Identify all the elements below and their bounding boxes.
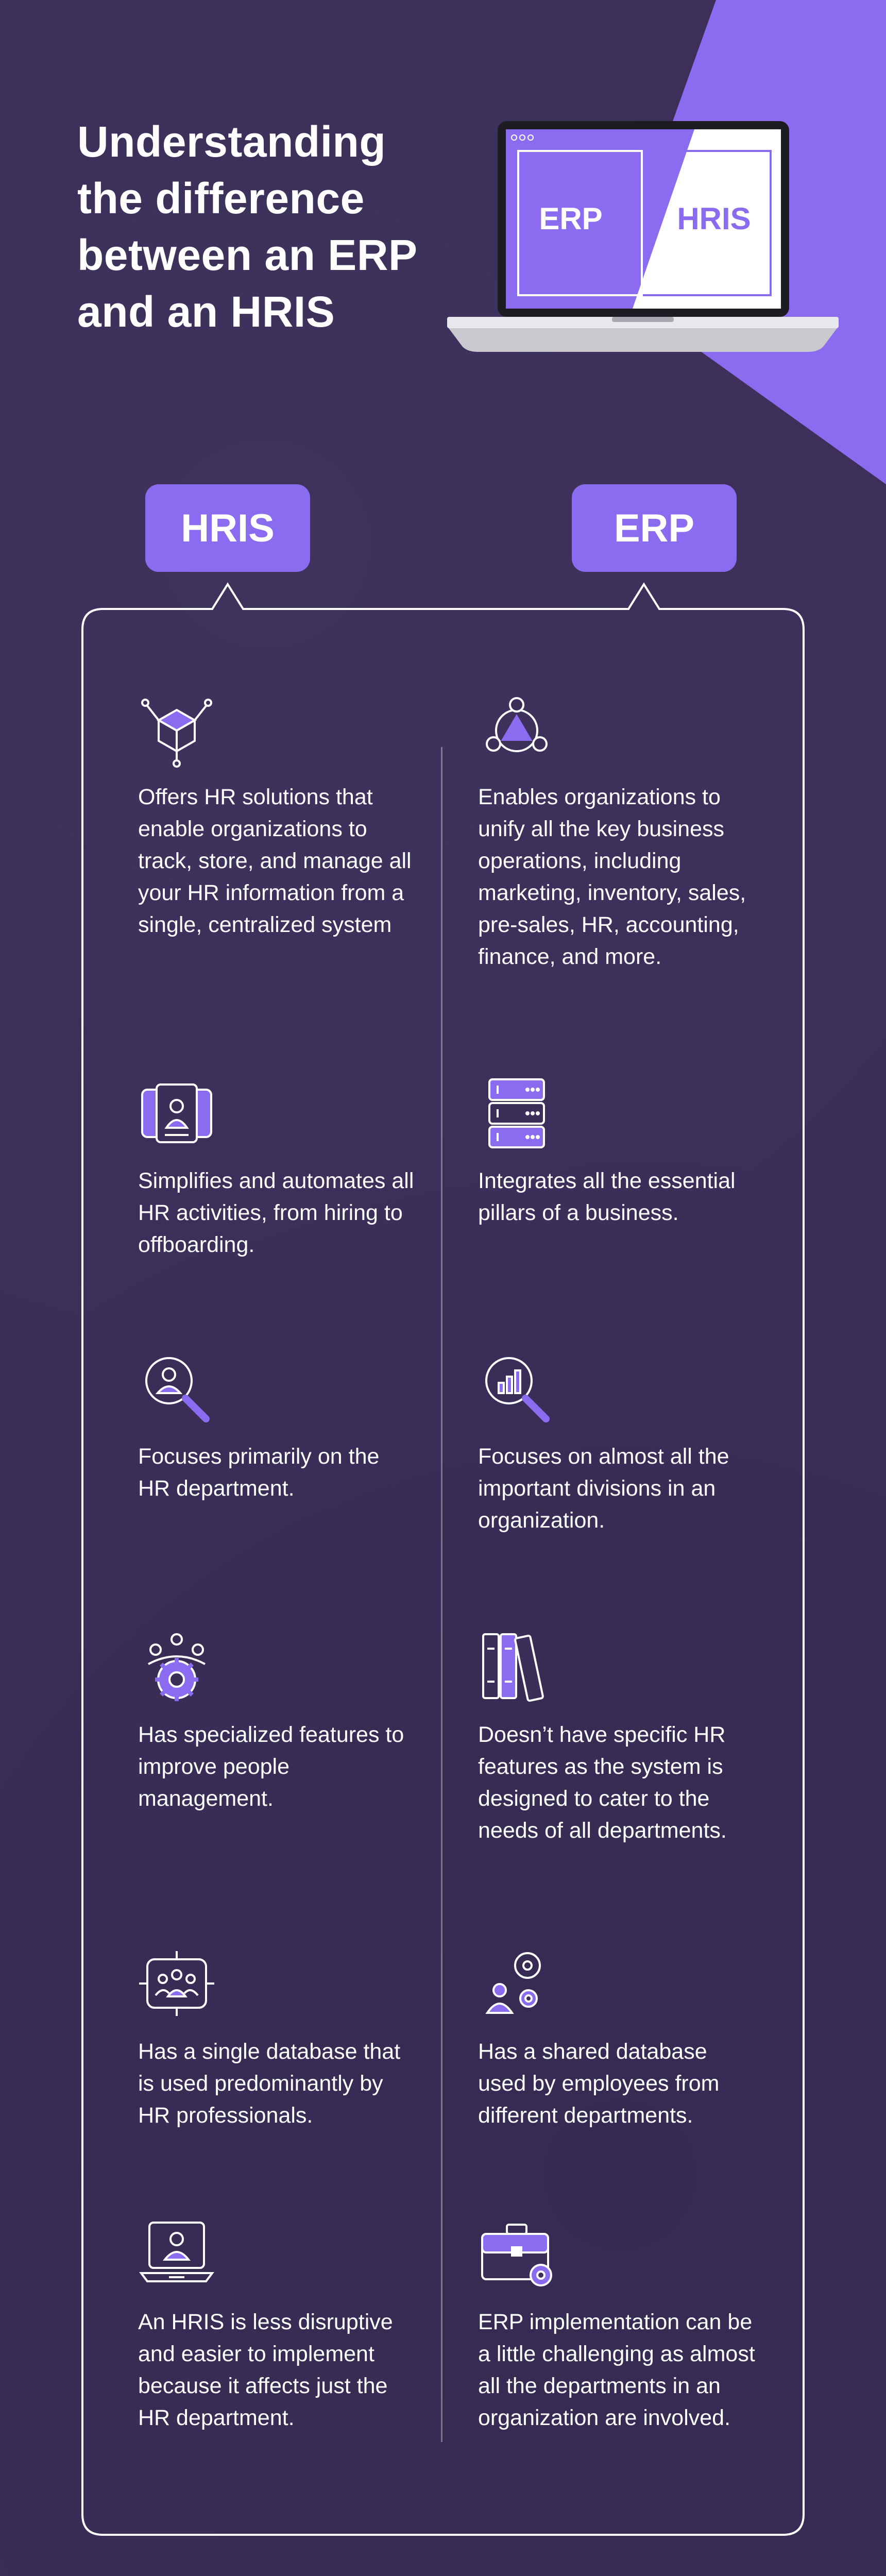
- person-search-icon: [138, 1350, 215, 1427]
- erp-item-text: Doesn’t have specific HR features as the system is designed to cater to the needs of all departments.: [478, 1722, 727, 1843]
- hris-tag: HRIS: [145, 484, 310, 572]
- hris-item-text: Offers HR solutions that enable organizations to track, store, and manage all your HR information from a single, centralized system: [138, 785, 412, 937]
- erp-item: [478, 1350, 756, 1536]
- briefcase-gear-icon: [478, 2215, 555, 2293]
- title-line: the difference: [77, 174, 365, 223]
- title-line: and an HRIS: [77, 287, 335, 336]
- people-gear-icon: [138, 1628, 215, 1705]
- hris-item-text: An HRIS is less disruptive and easier to implement because it affects just the HR department.: [138, 2310, 393, 2430]
- binders-icon: [478, 1628, 555, 1705]
- laptop-hris-label: HRIS: [677, 201, 751, 236]
- erp-item: [478, 690, 756, 973]
- erp-item-text: ERP implementation can be a little challenging as almost all the departments in an organization are involved.: [478, 2310, 755, 2430]
- hris-item: [138, 1350, 416, 1504]
- erp-item: [478, 1074, 756, 1229]
- erp-item-text: Integrates all the essential pillars of a business.: [478, 1168, 736, 1225]
- hris-item: [138, 1945, 416, 2131]
- connected-nodes-icon: [478, 690, 555, 768]
- hris-item-text: Has specialized features to improve people management.: [138, 1722, 404, 1811]
- laptop-erp-label: ERP: [539, 201, 603, 236]
- title-line: Understanding: [77, 117, 386, 166]
- erp-item-text: Focuses on almost all the important divisions in an organization.: [478, 1444, 729, 1533]
- erp-item-text: Enables organizations to unify all the key business operations, including marketing, inventory, sales, pre-sales, HR, accounting, finance, and more.: [478, 785, 746, 969]
- erp-item: [478, 1945, 756, 2131]
- hris-item-text: Simplifies and automates all HR activities, from hiring to offboarding.: [138, 1168, 414, 1257]
- erp-item: [478, 1628, 756, 1846]
- chart-search-icon: [478, 1350, 555, 1427]
- server-stack-icon: [478, 1074, 555, 1151]
- hris-item-text: Has a single database that is used predominantly by HR professionals.: [138, 2039, 401, 2128]
- erp-item-text: Has a shared database used by employees from different departments.: [478, 2039, 720, 2128]
- hris-item: [138, 1628, 416, 1815]
- erp-item: [478, 2215, 756, 2434]
- column-divider: [441, 747, 442, 2442]
- hris-item-text: Focuses primarily on the HR department.: [138, 1444, 380, 1501]
- erp-tag: ERP: [572, 484, 737, 572]
- person-gears-icon: [478, 1945, 555, 2022]
- laptop-user-icon: [138, 2215, 215, 2293]
- page-title: [77, 113, 438, 340]
- hris-item: [138, 1074, 416, 1261]
- title-line: between an ERP: [77, 231, 418, 279]
- hris-item: [138, 2215, 416, 2434]
- laptop-illustration: [447, 121, 839, 358]
- hris-item: [138, 690, 416, 941]
- network-cube-icon: [138, 690, 215, 768]
- employee-profile-icon: [138, 1074, 215, 1151]
- group-target-icon: [138, 1945, 215, 2022]
